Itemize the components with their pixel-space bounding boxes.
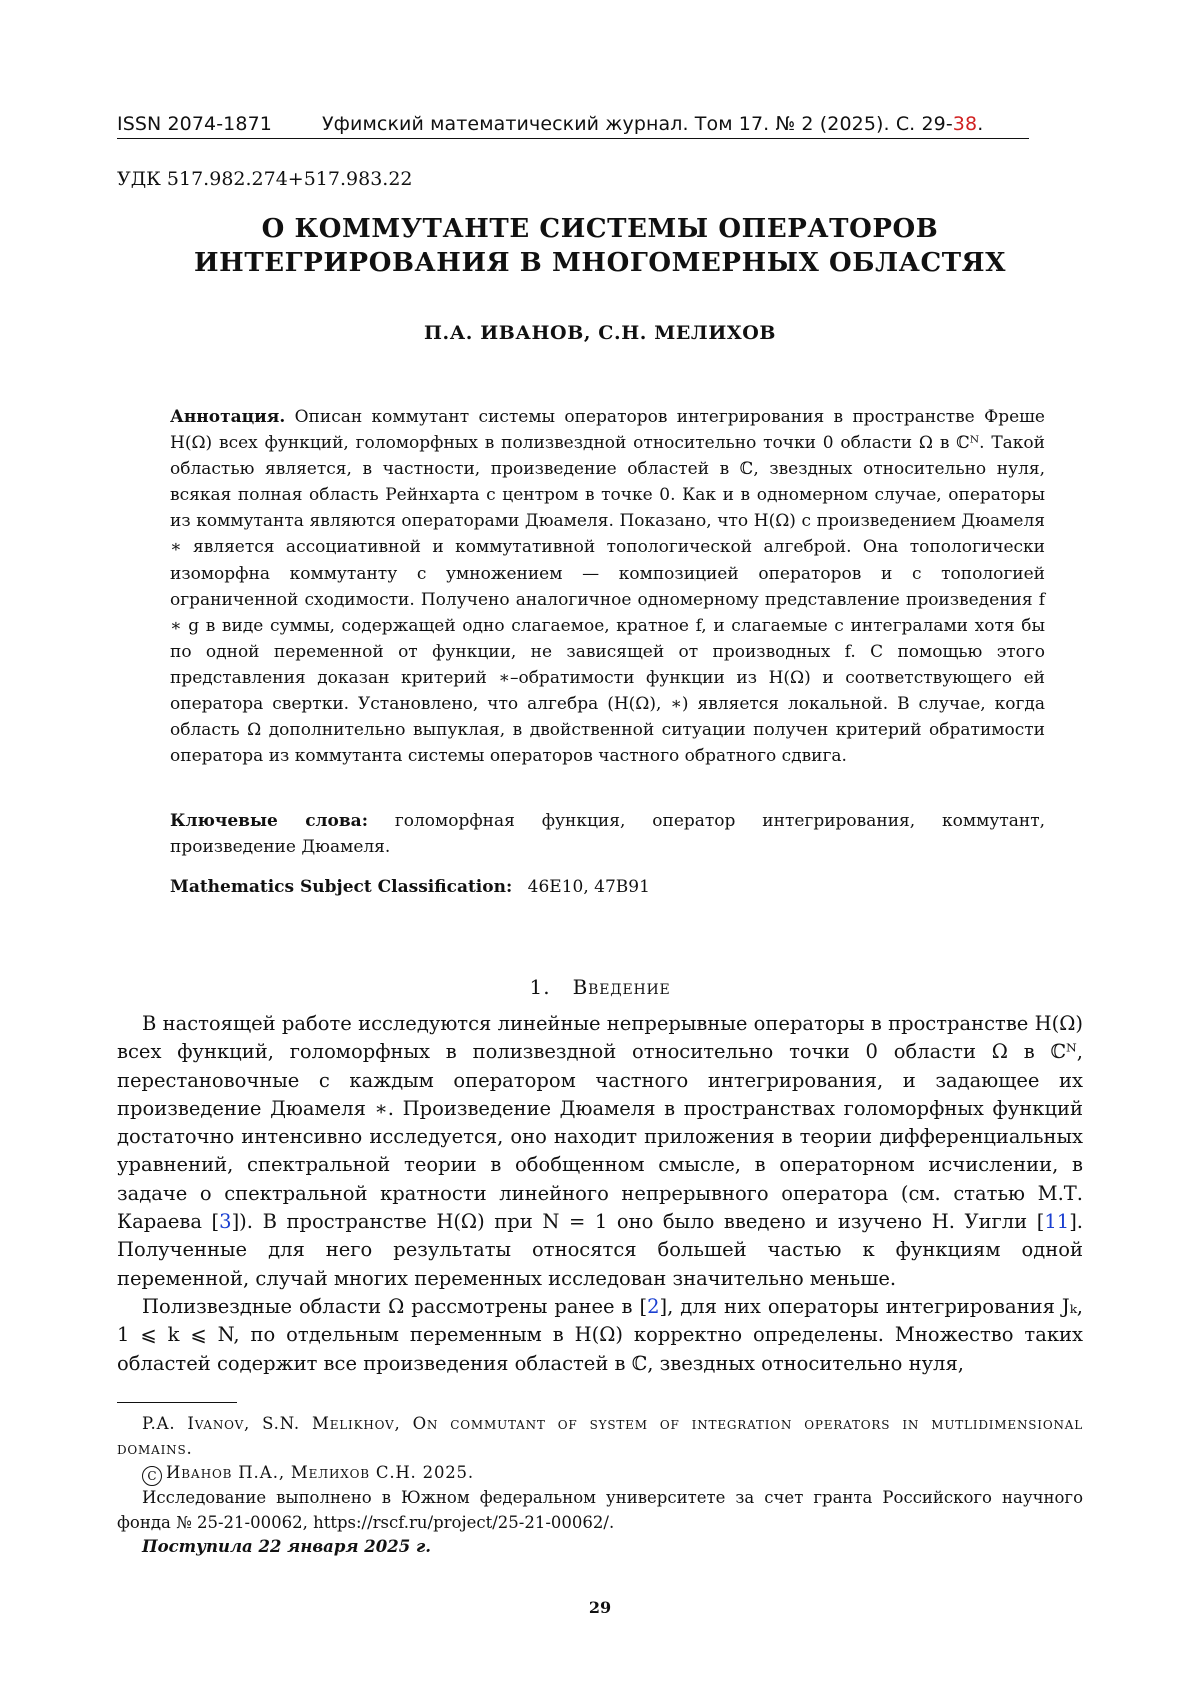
section-number: 1. — [529, 975, 551, 999]
last-page-link[interactable]: 38 — [952, 113, 978, 135]
footnote-divider — [117, 1402, 237, 1403]
citation-link[interactable]: 3 — [219, 1210, 232, 1234]
paragraph-text: В настоящей работе исследуются линейные непрерывные операторы в пространстве H(Ω) всех функций, голоморфных в полизвездной относительно точки 0 области Ω в ℂᴺ, перестановочные с каждым оператором частного интегрирования, и задающее их произведение Дюамеля ∗. Произведение Дюамеля в пространствах голоморфных функций достаточно интенсивно исследуется, оно находит приложения в теории дифференциальных уравнений, спектральной теории в обобщенном смысле, в операторном исчислении, в задаче о спектральной кратности линейного непрерывного оператора (см. статью М.Т. Караева [ — [117, 1012, 1083, 1234]
paragraph — [117, 1293, 1083, 1378]
copyright-icon: C — [142, 1466, 162, 1486]
authors: П.А. ИВАНОВ, С.Н. МЕЛИХОВ — [423, 322, 777, 344]
issn: ISSN 2074-1871 — [117, 113, 272, 135]
paragraph-text: ]. Полученные для него результаты относятся большей частью к функциям одной переменной, случай многих переменных исследован значительно меньше. — [117, 1210, 1083, 1290]
header-period: . — [977, 113, 984, 135]
section-title: Введение — [572, 975, 671, 999]
introduction-body — [117, 1010, 1083, 1378]
paragraph — [117, 1010, 1083, 1293]
title-line-1: О КОММУТАНТЕ СИСТЕМЫ ОПЕРАТОРОВ — [261, 214, 939, 244]
paper-title — [117, 212, 1083, 280]
running-header — [117, 113, 1029, 139]
received-date: Поступила 22 января 2025 г. — [142, 1537, 431, 1556]
title-line-2: ИНТЕГРИРОВАНИЯ В МНОГОМЕРНЫХ ОБЛАСТЯХ — [193, 248, 1006, 278]
keywords — [170, 808, 1045, 860]
paragraph-text: Полизвездные области Ω рассмотрены ранее в [ — [142, 1294, 648, 1318]
journal-reference: Уфимский математический журнал. Том 17. № 2 (2025). С. 29- — [322, 113, 953, 135]
page-number: 29 — [588, 1598, 612, 1617]
copyright-note — [117, 1461, 1083, 1486]
abstract — [170, 404, 1045, 769]
copyright-text: Иванов П.А., Мелихов С.Н. 2025. — [166, 1463, 474, 1482]
keywords-label: Ключевые слова: — [170, 811, 368, 831]
msc-codes: 46E10, 47B91 — [527, 877, 650, 897]
msc-classification — [170, 877, 650, 897]
footnotes — [117, 1412, 1083, 1560]
english-title-note: P.A. Ivanov, S.N. Melikhov, On commutant of system of integration operators in mutlidimensional domains. — [117, 1414, 1083, 1458]
abstract-text: Описан коммутант системы операторов интегрирования в пространстве Фреше H(Ω) всех функций, голоморфных в полизвездной относительно точки 0 области Ω в ℂᴺ. Такой областью является, в частности, произведение областей в ℂ, звездных относительно нуля, всякая полная область Рейнхарта с центром в точке 0. Как и в одномерном случае, операторы из коммутанта являются операторами Дюамеля. Показано, что H(Ω) с произведением Дюамеля ∗ является ассоциативной и коммутативной топологической алгеброй. Она топологически изоморфна коммутанту с умножением — композицией операторов и с топологией ограниченной сходимости. Получено аналогичное одномерному представление произведения f ∗ g в виде суммы, содержащей одно слагаемое, кратное f, и слагаемые с интегралами хотя бы по одной переменной от функции, не зависящей от производных f. С помощью этого представления доказан критерий ∗–обратимости функции из H(Ω) и соответствующего ей оператора свертки. Установлено, что алгебра (H(Ω), ∗) является локальной. В случае, когда область Ω дополнительно выпуклая, в двойственной ситуации получен критерий обратимости оператора из коммутанта системы операторов частного обратного сдвига. — [170, 407, 1045, 767]
paragraph-text: ]). В пространстве H(Ω) при N = 1 оно было введено и изучено Н. Уигли [ — [231, 1210, 1045, 1234]
grant-note: Исследование выполнено в Южном федеральном университете за счет гранта Российского научного фонда № 25-21-00062, https://rscf.ru/project/25-21-00062/. — [117, 1488, 1083, 1532]
keywords-text: голоморфная функция, оператор интегрирования, коммутант, произведение Дюамеля. — [170, 811, 1046, 857]
citation-link[interactable]: 2 — [647, 1294, 660, 1318]
journal-citation — [322, 113, 983, 135]
msc-label: Mathematics Subject Classification: — [170, 877, 513, 897]
abstract-label: Аннотация. — [170, 407, 286, 427]
section-heading — [117, 975, 1083, 999]
paragraph-text: ], для них операторы интегрирования Jₖ, 1 ⩽ k ⩽ N, по отдельным переменным в H(Ω) корректно определены. Множество таких областей содержит все произведения областей в ℂ, звездных относительно нуля, — [117, 1294, 1084, 1375]
udc-code: УДК 517.982.274+517.983.22 — [117, 168, 413, 190]
citation-link[interactable]: 11 — [1044, 1210, 1070, 1234]
